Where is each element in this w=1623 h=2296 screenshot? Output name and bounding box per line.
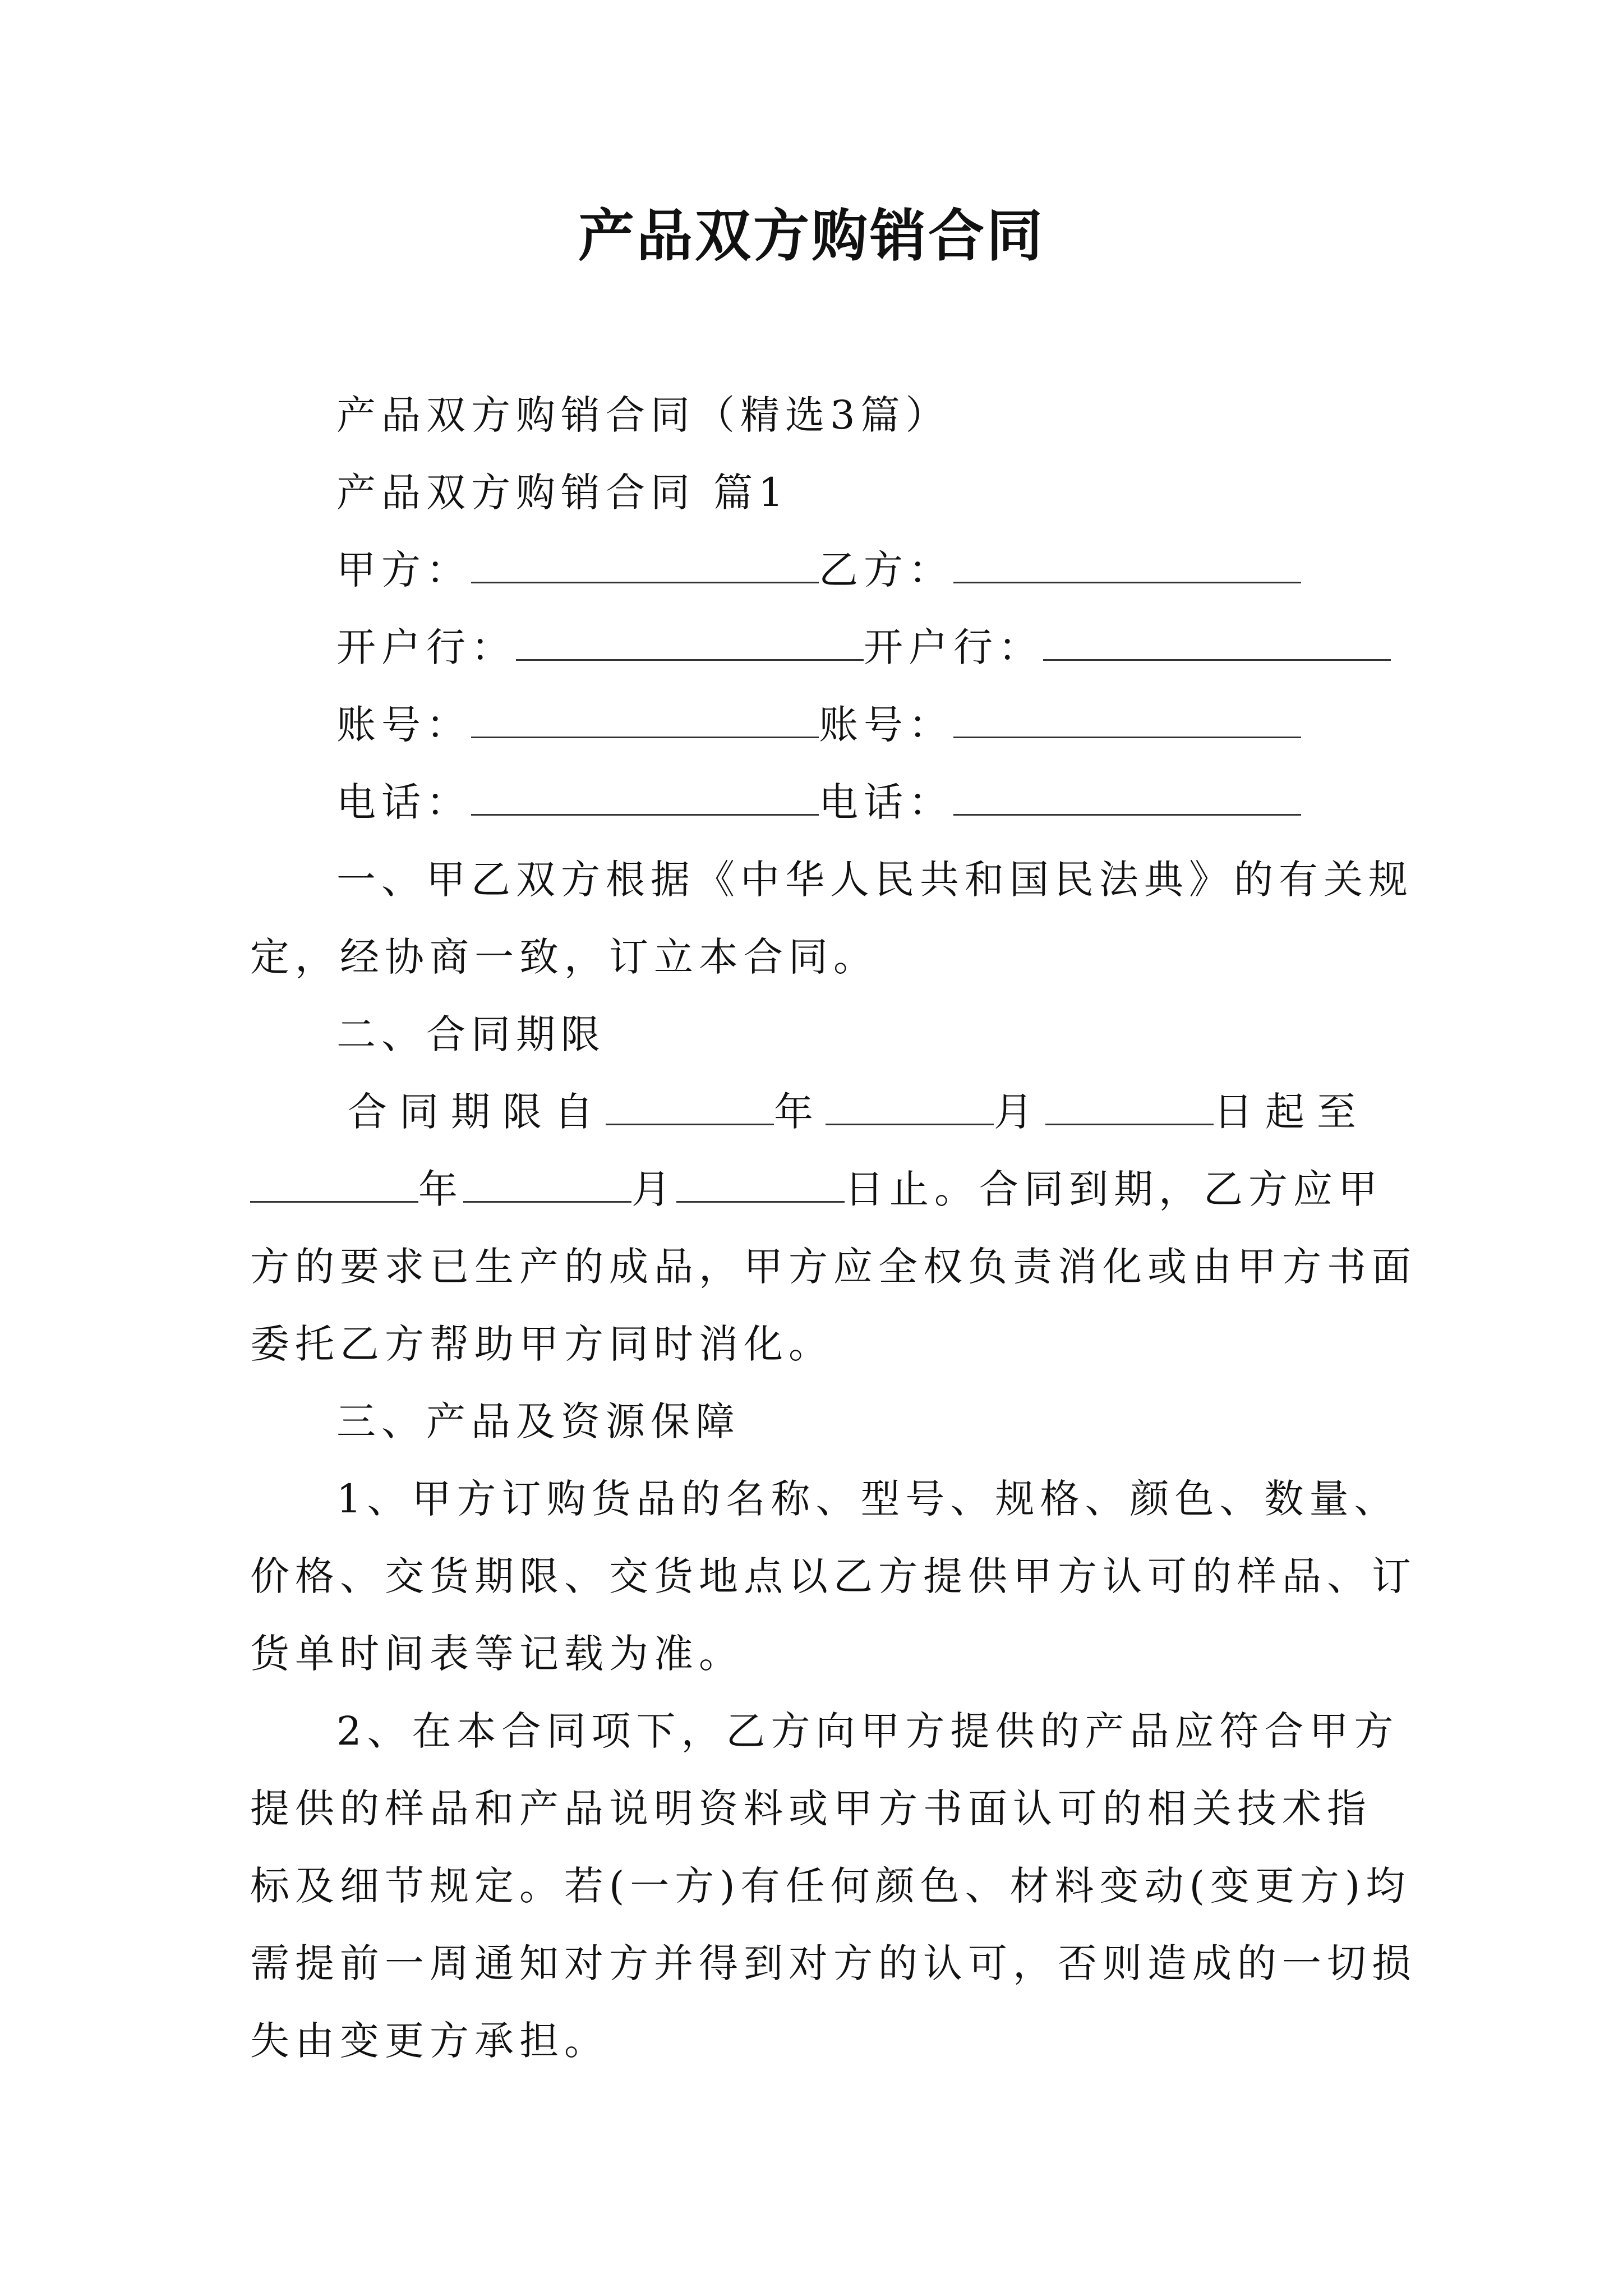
party-b-blank <box>953 545 1301 583</box>
party-a-label: 甲方： <box>336 547 471 593</box>
term-day-from: 日起至 <box>1214 1089 1368 1135</box>
term-day-blank <box>1045 1087 1214 1125</box>
term-month-blank <box>826 1087 994 1125</box>
term-line1 <box>348 1084 1368 1140</box>
term-end-day-blank <box>676 1164 845 1203</box>
bank-a-label: 开户行： <box>336 624 516 670</box>
item1-line2: 价格、交货期限、交货地点以乙方提供甲方认可的样品、订 <box>250 1553 1417 1599</box>
phone-a-blank <box>471 777 819 816</box>
bank-row <box>336 619 1391 675</box>
term-end-month-blank <box>463 1164 631 1203</box>
account-a-label: 账号： <box>336 702 471 748</box>
item2-line1: 2、在本合同项下，乙方向甲方提供的产品应符合甲方 <box>336 1708 1399 1754</box>
term-prefix: 合同期限自 <box>348 1089 606 1135</box>
term-year: 年 <box>774 1089 826 1135</box>
item2-line2: 提供的样品和产品说明资料或甲方书面认可的相关技术指 <box>250 1786 1372 1832</box>
bank-b-label: 开户行： <box>864 624 1043 670</box>
phone-b-label: 电话： <box>819 779 953 825</box>
section2-heading: 二、合同期限 <box>336 1011 606 1057</box>
item2-line4: 需提前一周通知对方并得到对方的认可，否则造成的一切损 <box>250 1940 1417 1986</box>
item2-line3: 标及细节规定。若(一方)有任何颜色、材料变动(变更方)均 <box>250 1863 1411 1909</box>
bank-b-blank <box>1043 622 1391 661</box>
phone-a-label: 电话： <box>336 779 471 825</box>
term-month2: 月 <box>631 1166 676 1212</box>
term-month: 月 <box>994 1089 1045 1135</box>
section2-line4: 委托乙方帮助甲方同时消化。 <box>250 1321 833 1367</box>
item1-line1: 1、甲方订购货品的名称、型号、规格、颜色、数量、 <box>336 1476 1399 1522</box>
section1-line2: 定，经协商一致，订立本合同。 <box>250 934 878 980</box>
phone-b-blank <box>953 777 1301 816</box>
term-year2: 年 <box>418 1166 463 1212</box>
document-title: 产品双方购销合同 <box>578 203 1045 269</box>
term-end-year-blank <box>250 1164 418 1203</box>
item2-line5: 失由变更方承担。 <box>250 2018 609 2064</box>
section3-heading: 三、产品及资源保障 <box>336 1398 740 1444</box>
account-b-label: 账号： <box>819 702 953 748</box>
phone-row <box>336 774 1301 830</box>
party-a-blank <box>471 545 819 583</box>
document-subtitle: 产品双方购销合同（精选3篇） <box>336 392 951 438</box>
account-b-blank <box>953 700 1301 738</box>
section1-line1: 一、甲乙双方根据《中华人民共和国民法典》的有关规 <box>336 857 1413 903</box>
part-heading: 产品双方购销合同 篇1 <box>336 470 789 516</box>
term-day-end: 日止。合同到期，乙方应甲 <box>845 1166 1383 1212</box>
term-year-blank <box>606 1087 774 1125</box>
bank-a-blank <box>516 622 864 661</box>
item1-line3: 货单时间表等记载为准。 <box>250 1631 744 1677</box>
party-row <box>336 542 1301 598</box>
account-row <box>336 697 1301 753</box>
section2-line3: 方的要求已生产的成品，甲方应全权负责消化或由甲方书面 <box>250 1244 1417 1290</box>
account-a-blank <box>471 700 819 738</box>
party-b-label: 乙方： <box>819 547 953 593</box>
term-line2 <box>250 1161 1383 1217</box>
